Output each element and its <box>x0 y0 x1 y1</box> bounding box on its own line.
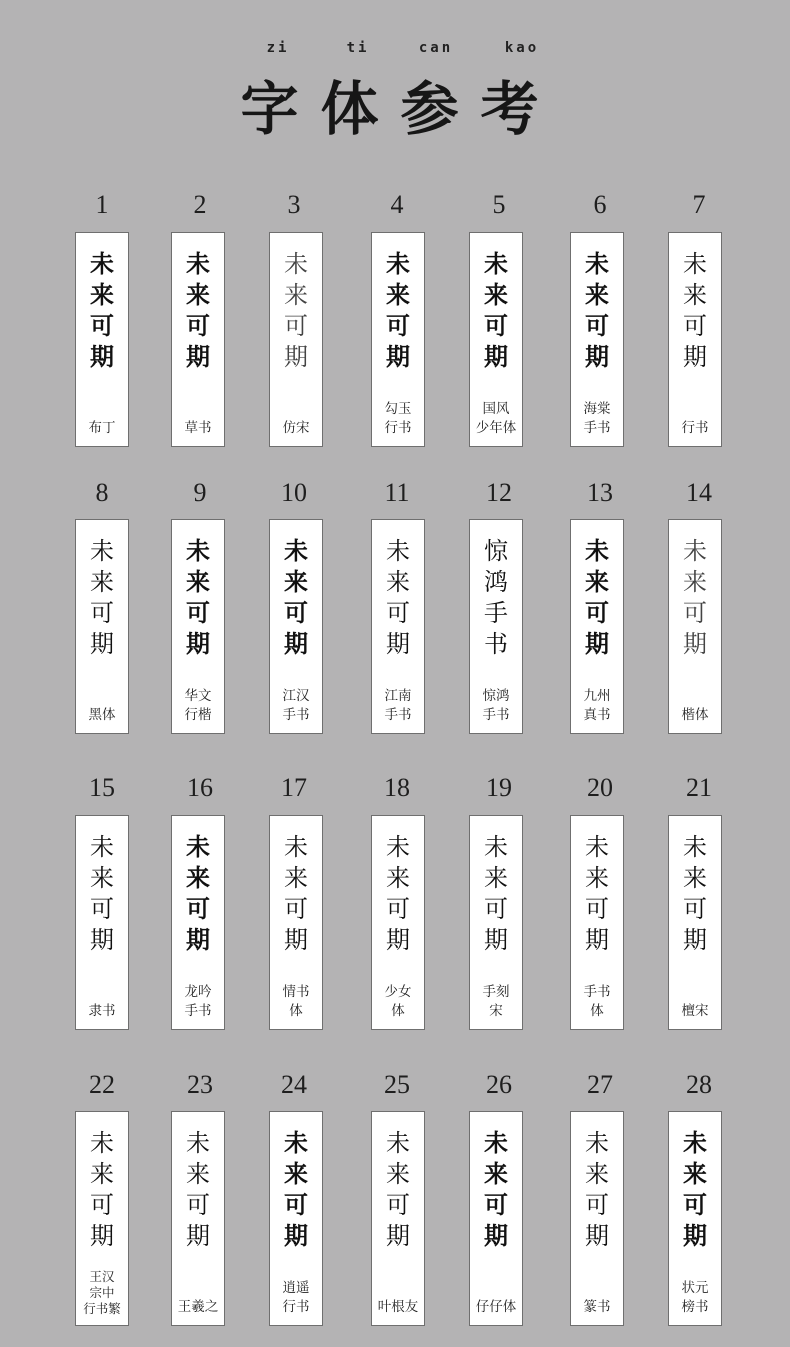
font-sample-card[interactable] <box>668 815 722 1030</box>
sample-char: 期 <box>284 1222 308 1250</box>
font-number: 20 <box>587 773 613 802</box>
font-sample-card[interactable] <box>269 519 323 734</box>
sample-text <box>571 249 623 373</box>
font-number: 9 <box>193 478 207 507</box>
font-number: 28 <box>686 1070 712 1099</box>
sample-char: 来 <box>484 281 508 309</box>
sample-char: 未 <box>186 833 210 861</box>
sample-text <box>571 832 623 956</box>
font-name-label: 江汉 手书 <box>282 688 310 723</box>
sample-char: 来 <box>585 864 609 892</box>
sample-char: 惊 <box>484 537 508 565</box>
font-sample-card[interactable] <box>570 1111 624 1326</box>
sample-text <box>172 536 224 660</box>
pinyin-syllable: ti <box>346 40 370 56</box>
sample-text <box>172 832 224 956</box>
sample-text <box>372 1128 424 1252</box>
font-number: 1 <box>95 190 109 219</box>
sample-char: 期 <box>90 630 114 658</box>
font-name-label: 仿宋 <box>282 420 310 436</box>
sample-char: 未 <box>386 250 410 278</box>
sample-char: 可 <box>585 599 609 627</box>
sample-text <box>571 536 623 660</box>
sample-char: 未 <box>585 250 609 278</box>
sample-text <box>669 536 721 660</box>
font-sample-card[interactable] <box>269 1111 323 1326</box>
sample-char: 期 <box>90 1222 114 1250</box>
font-sample-card[interactable] <box>171 1111 225 1326</box>
font-sample-card[interactable] <box>269 815 323 1030</box>
sample-char: 期 <box>683 1222 707 1250</box>
font-number: 6 <box>593 190 607 219</box>
sample-char: 期 <box>386 343 410 371</box>
sample-char: 来 <box>484 864 508 892</box>
sample-char: 来 <box>386 864 410 892</box>
sample-char: 可 <box>90 312 114 340</box>
font-sample-card[interactable] <box>371 1111 425 1326</box>
font-number: 17 <box>281 773 307 802</box>
font-name-label: 国风 少年体 <box>475 401 517 436</box>
sample-char: 期 <box>484 926 508 954</box>
sample-char: 书 <box>484 630 508 658</box>
sample-char: 可 <box>484 312 508 340</box>
sample-char: 来 <box>585 568 609 596</box>
sample-char: 可 <box>484 1191 508 1219</box>
sample-char: 来 <box>186 1160 210 1188</box>
font-number: 11 <box>384 478 410 507</box>
font-sample-card[interactable] <box>570 519 624 734</box>
sample-char: 未 <box>585 1129 609 1157</box>
sample-char: 期 <box>683 343 707 371</box>
font-sample-card[interactable] <box>371 519 425 734</box>
sample-char: 可 <box>386 312 410 340</box>
pinyin-syllable: zi <box>266 40 290 56</box>
sample-char: 未 <box>90 833 114 861</box>
font-sample-card[interactable] <box>75 1111 129 1326</box>
sample-char: 期 <box>186 630 210 658</box>
sample-char: 未 <box>484 1129 508 1157</box>
sample-char: 未 <box>90 1129 114 1157</box>
sample-char: 期 <box>585 1222 609 1250</box>
font-name-label: 九州 真书 <box>583 688 611 723</box>
sample-char: 来 <box>186 281 210 309</box>
font-name-label: 状元 榜书 <box>681 1280 709 1315</box>
font-number: 3 <box>287 190 301 219</box>
font-name-label: 隶书 <box>88 1003 116 1019</box>
sample-char: 期 <box>386 1222 410 1250</box>
sample-text <box>270 1128 322 1252</box>
sample-text <box>76 1128 128 1252</box>
font-name-label: 篆书 <box>583 1299 611 1315</box>
sample-char: 可 <box>683 1191 707 1219</box>
sample-char: 未 <box>683 1129 707 1157</box>
sample-text <box>76 536 128 660</box>
sample-char: 期 <box>484 1222 508 1250</box>
sample-text <box>372 536 424 660</box>
sample-char: 未 <box>386 833 410 861</box>
font-name-label: 手书 体 <box>583 984 611 1019</box>
sample-char: 可 <box>683 895 707 923</box>
page-title: 字体参考 <box>240 75 561 143</box>
sample-char: 期 <box>186 1222 210 1250</box>
font-number: 24 <box>281 1070 307 1099</box>
font-number: 15 <box>89 773 115 802</box>
font-number: 2 <box>193 190 207 219</box>
font-name-label: 草书 <box>184 420 212 436</box>
sample-char: 来 <box>90 568 114 596</box>
sample-char: 来 <box>284 1160 308 1188</box>
sample-char: 来 <box>284 281 308 309</box>
font-name-label: 檀宋 <box>681 1003 709 1019</box>
font-sample-card[interactable] <box>371 815 425 1030</box>
sample-char: 未 <box>484 833 508 861</box>
pinyin-row <box>0 40 790 58</box>
sample-char: 来 <box>683 864 707 892</box>
sample-char: 可 <box>585 1191 609 1219</box>
font-sample-card[interactable] <box>469 815 523 1030</box>
sample-char: 来 <box>386 281 410 309</box>
font-sample-card[interactable] <box>469 232 523 447</box>
sample-char: 未 <box>186 1129 210 1157</box>
font-sample-card[interactable] <box>171 519 225 734</box>
sample-text <box>470 832 522 956</box>
font-number: 25 <box>384 1070 410 1099</box>
sample-char: 未 <box>284 537 308 565</box>
sample-char: 未 <box>683 250 707 278</box>
font-sample-card[interactable] <box>269 232 323 447</box>
font-sample-card[interactable] <box>75 815 129 1030</box>
sample-char: 未 <box>683 833 707 861</box>
font-name-label: 手刻 宋 <box>482 984 510 1019</box>
sample-char: 期 <box>284 343 308 371</box>
font-name-label: 华文 行楷 <box>184 688 212 723</box>
sample-char: 可 <box>186 599 210 627</box>
font-name-label: 黑体 <box>88 707 116 723</box>
font-sample-card[interactable] <box>570 815 624 1030</box>
font-number: 27 <box>587 1070 613 1099</box>
sample-text <box>372 832 424 956</box>
sample-char: 来 <box>683 568 707 596</box>
sample-char: 可 <box>683 312 707 340</box>
font-number: 8 <box>95 478 109 507</box>
sample-text <box>669 1128 721 1252</box>
sample-text <box>172 249 224 373</box>
sample-text <box>270 536 322 660</box>
font-name-label: 情书 体 <box>282 984 310 1019</box>
sample-char: 未 <box>585 537 609 565</box>
font-name-label: 勾玉 行书 <box>384 401 412 436</box>
sample-char: 期 <box>284 926 308 954</box>
sample-char: 期 <box>186 343 210 371</box>
sample-char: 期 <box>585 343 609 371</box>
sample-char: 期 <box>585 630 609 658</box>
sample-char: 来 <box>90 864 114 892</box>
sample-text <box>571 1128 623 1252</box>
font-number: 5 <box>492 190 506 219</box>
sample-char: 来 <box>683 1160 707 1188</box>
sample-char: 来 <box>284 568 308 596</box>
font-name-label: 仔仔体 <box>475 1299 517 1315</box>
sample-char: 来 <box>683 281 707 309</box>
sample-char: 未 <box>90 537 114 565</box>
font-number: 18 <box>384 773 410 802</box>
sample-text <box>669 249 721 373</box>
font-name-label: 行书 <box>681 420 709 436</box>
font-sample-card[interactable] <box>171 232 225 447</box>
font-number: 23 <box>187 1070 213 1099</box>
sample-char: 可 <box>284 599 308 627</box>
sample-char: 来 <box>90 281 114 309</box>
sample-char: 期 <box>683 630 707 658</box>
sample-char: 可 <box>386 599 410 627</box>
font-name-label: 叶根友 <box>377 1299 419 1315</box>
font-name-label: 楷体 <box>681 707 709 723</box>
font-number: 4 <box>390 190 404 219</box>
sample-text <box>172 1128 224 1252</box>
font-number: 19 <box>486 773 512 802</box>
sample-char: 可 <box>90 1191 114 1219</box>
sample-char: 可 <box>284 895 308 923</box>
sample-char: 未 <box>484 250 508 278</box>
sample-char: 期 <box>386 630 410 658</box>
sample-char: 期 <box>186 926 210 954</box>
sample-char: 期 <box>284 630 308 658</box>
font-number: 14 <box>686 478 712 507</box>
sample-char: 来 <box>186 864 210 892</box>
font-sample-card[interactable] <box>469 519 523 734</box>
sample-char: 来 <box>284 864 308 892</box>
sample-char: 来 <box>386 1160 410 1188</box>
sample-char: 未 <box>90 250 114 278</box>
font-name-label: 少女 体 <box>384 984 412 1019</box>
sample-char: 可 <box>284 1191 308 1219</box>
sample-char: 鸿 <box>484 568 508 596</box>
font-name-label: 王汉 宗中 行书繁 <box>83 1269 121 1316</box>
sample-text <box>470 1128 522 1252</box>
sample-text <box>470 536 522 660</box>
sample-char: 来 <box>186 568 210 596</box>
sample-char: 来 <box>90 1160 114 1188</box>
sample-char: 可 <box>484 895 508 923</box>
sample-char: 期 <box>386 926 410 954</box>
sample-char: 未 <box>284 250 308 278</box>
sample-char: 未 <box>284 1129 308 1157</box>
sample-char: 可 <box>683 599 707 627</box>
font-sample-card[interactable] <box>371 232 425 447</box>
font-number: 7 <box>692 190 706 219</box>
sample-char: 可 <box>585 312 609 340</box>
sample-char: 可 <box>186 895 210 923</box>
sample-text <box>76 832 128 956</box>
sample-char: 可 <box>386 895 410 923</box>
font-number: 22 <box>89 1070 115 1099</box>
font-sample-card[interactable] <box>668 519 722 734</box>
font-number: 10 <box>281 478 307 507</box>
sample-char: 可 <box>284 312 308 340</box>
font-sample-card[interactable] <box>668 1111 722 1326</box>
sample-char: 期 <box>484 343 508 371</box>
sample-char: 来 <box>386 568 410 596</box>
pinyin-syllable: kao <box>504 40 540 56</box>
sample-char: 未 <box>186 250 210 278</box>
font-name-label: 海棠 手书 <box>583 401 611 436</box>
font-number: 16 <box>187 773 213 802</box>
sample-char: 可 <box>186 1191 210 1219</box>
pinyin-syllable: can <box>418 40 454 56</box>
sample-char: 可 <box>585 895 609 923</box>
font-sample-card[interactable] <box>75 519 129 734</box>
font-sample-card[interactable] <box>570 232 624 447</box>
sample-text <box>270 832 322 956</box>
font-sample-card[interactable] <box>171 815 225 1030</box>
sample-text <box>470 249 522 373</box>
sample-char: 来 <box>585 1160 609 1188</box>
sample-char: 期 <box>683 926 707 954</box>
font-sample-card[interactable] <box>75 232 129 447</box>
sample-text <box>669 832 721 956</box>
font-name-label: 王羲之 <box>177 1299 219 1315</box>
sample-char: 未 <box>284 833 308 861</box>
sample-text <box>76 249 128 373</box>
sample-char: 可 <box>90 895 114 923</box>
font-name-label: 江南 手书 <box>384 688 412 723</box>
font-name-label: 逍遥 行书 <box>282 1280 310 1315</box>
font-number: 21 <box>686 773 712 802</box>
sample-char: 期 <box>90 343 114 371</box>
sample-char: 来 <box>585 281 609 309</box>
sample-char: 未 <box>386 1129 410 1157</box>
sample-char: 可 <box>90 599 114 627</box>
sample-char: 未 <box>683 537 707 565</box>
sample-char: 可 <box>386 1191 410 1219</box>
font-sample-card[interactable] <box>469 1111 523 1326</box>
sample-char: 未 <box>386 537 410 565</box>
font-sample-card[interactable] <box>668 232 722 447</box>
sample-text <box>270 249 322 373</box>
sample-char: 来 <box>484 1160 508 1188</box>
sample-char: 未 <box>186 537 210 565</box>
font-number: 26 <box>486 1070 512 1099</box>
sample-char: 可 <box>186 312 210 340</box>
font-number: 13 <box>587 478 613 507</box>
sample-char: 期 <box>90 926 114 954</box>
font-name-label: 龙吟 手书 <box>184 984 212 1019</box>
font-name-label: 惊鸿 手书 <box>482 688 510 723</box>
sample-text <box>372 249 424 373</box>
font-name-label: 布丁 <box>88 420 116 436</box>
sample-char: 手 <box>484 599 508 627</box>
sample-char: 期 <box>585 926 609 954</box>
font-number: 12 <box>486 478 512 507</box>
sample-char: 未 <box>585 833 609 861</box>
